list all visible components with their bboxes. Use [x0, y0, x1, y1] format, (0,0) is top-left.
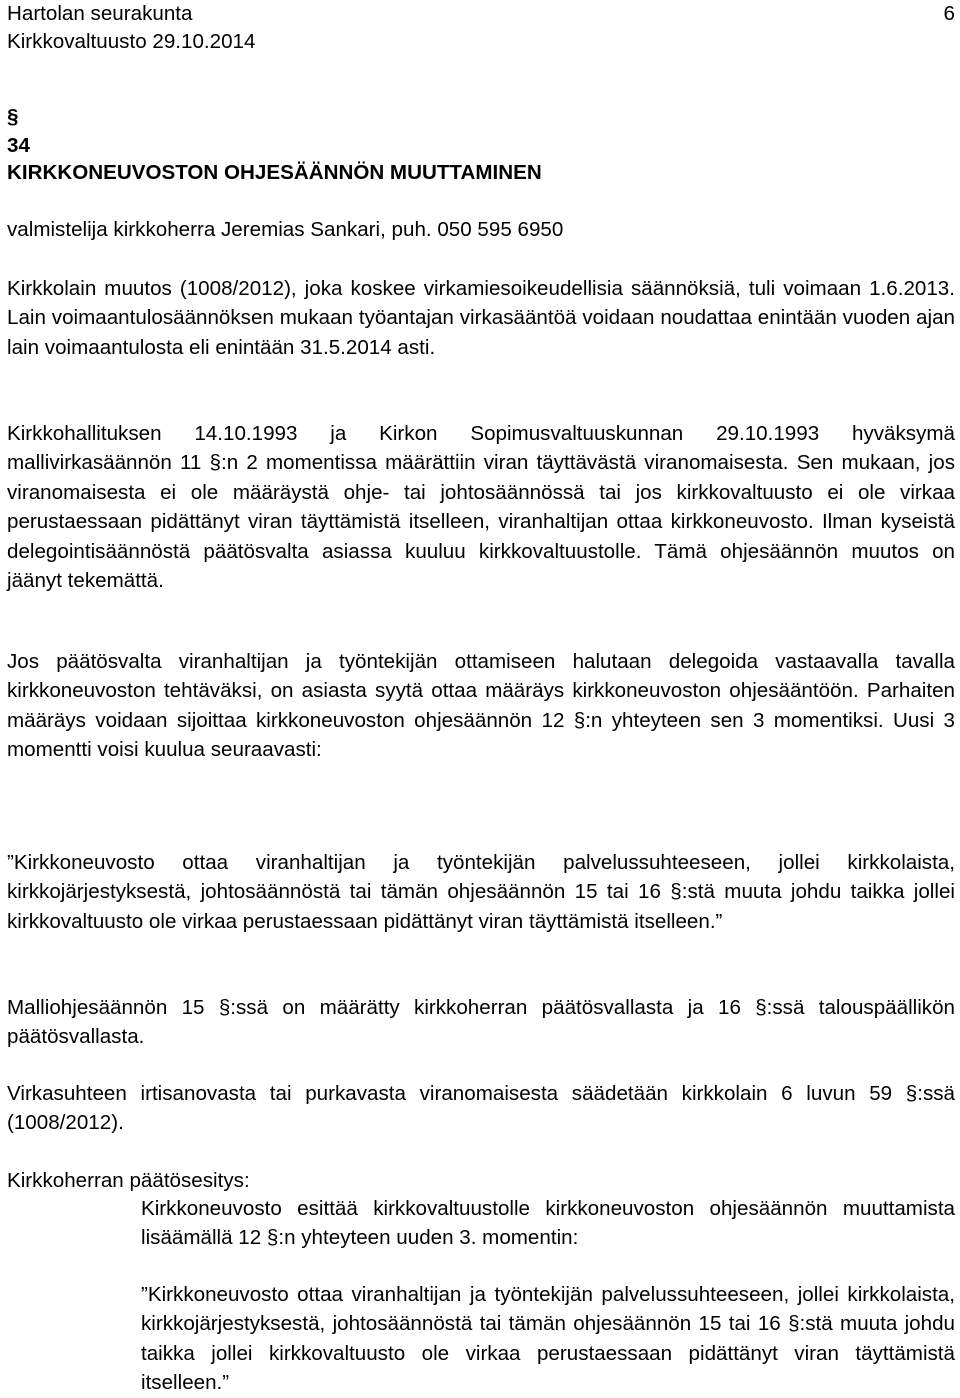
proposal-text: Kirkkoneuvosto esittää kirkkovaltuustolle kirkkoneuvoston ohjesäännön muuttamista lisäämällä 12 §:n yhteyteen uuden 3. momentin: — [141, 1197, 955, 1250]
document-page — [7, 0, 955, 1396]
header-organization: Hartolan seurakunta — [7, 2, 193, 25]
section-number: 34 — [7, 134, 30, 157]
proposal-quoted-moment: ”Kirkkoneuvosto ottaa viranhaltijan ja työntekijän palvelussuhteeseen, jollei kirkkolaista, kirkkojärjestyksestä, johtosäännöstä tai tämän ohjesäännön 15 tai 16 §:stä muuta johdu taikka jollei kirkkovaltuusto ole virkaa perustaessaan pidättänyt viran täyttämistä itselleen.” — [141, 1283, 955, 1395]
paragraph-decision-powers: Malliohjesäännön 15 §:ssä on määrätty kirkkoherran päätösvallasta ja 16 §:ssä talouspäällikön päätösvallasta. — [7, 996, 955, 1049]
paragraph-law-change: Kirkkolain muutos (1008/2012), joka koskee virkamiesoikeudellisia säännöksiä, tuli voimaan 1.6.2013. Lain voimaantulosäännöksen mukaan työantajan virkasääntöä voidaan noudattaa enintään vuoden ajan lain voimaantulosta eli enintään 31.5.2014 asti. — [7, 277, 955, 359]
paragraph-termination: Virkasuhteen irtisanovasta tai purkavasta viranomaisesta säädetään kirkkolain 6 luvun 59 §:ssä (1008/2012). — [7, 1082, 955, 1135]
section-title: KIRKKONEUVOSTON OHJESÄÄNNÖN MUUTTAMINEN — [7, 161, 542, 184]
preparer-line: valmistelija kirkkoherra Jeremias Sankari, puh. 050 595 6950 — [7, 218, 564, 241]
paragraph-model-regulation: Kirkkohallituksen 14.10.1993 ja Kirkon Sopimusvaltuuskunnan 29.10.1993 hyväksymä mallivirkasäännön 11 §:n 2 momentissa määrättiin viran täyttävästä viranomaisesta. Sen mukaan, jos viranomaisesta ei ole määräystä ohje- tai johtosäännössä tai jos kirkkovaltuusto ei ole virkaa perustaessaan pidättänyt viran täyttämistä itselleen, viranhaltijan ottaa kirkkoneuvosto. Ilman kyseistä delegointisäännöstä päätösvalta asiassa kuuluu kirkkovaltuustolle. Tämä ohjesäännön muutos on jäänyt tekemättä. — [7, 422, 955, 593]
quoted-moment-text: ”Kirkkoneuvosto ottaa viranhaltijan ja työntekijän palvelussuhteeseen, jollei kirkkolaista, kirkkojärjestyksestä, johtosäännöstä tai tämän ohjesäännön 15 tai 16 §:stä muuta johdu taikka jollei kirkkovaltuusto ole virkaa perustaessaan pidättänyt viran täyttämistä itselleen.” — [7, 851, 955, 933]
section-sign: § — [7, 105, 19, 128]
page-number: 6 — [943, 2, 955, 25]
paragraph-delegation: Jos päätösvalta viranhaltijan ja työntekijän ottamiseen halutaan delegoida vastaavalla tavalla kirkkoneuvoston tehtäväksi, on asiasta syytä ottaa määräys kirkkoneuvoston ohjesääntöön. Parhaiten määräys voidaan sijoittaa kirkkoneuvoston ohjesäännön 12 §:n yhteyteen sen 3 momentiksi. Uusi 3 momentti voisi kuulua seuraavasti: — [7, 650, 955, 762]
proposal-label: Kirkkoherran päätösesitys: — [7, 1169, 250, 1192]
header-meeting: Kirkkovaltuusto 29.10.2014 — [7, 30, 256, 53]
